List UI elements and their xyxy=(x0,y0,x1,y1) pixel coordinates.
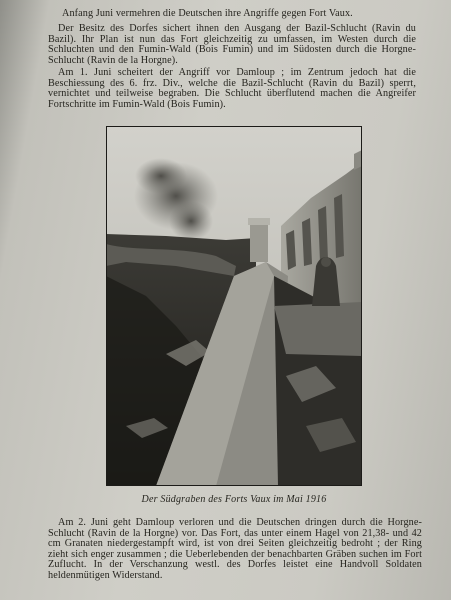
fort-vaux-photograph xyxy=(106,126,362,486)
paragraph-june-2: Am 2. Juni geht Damloup verloren und die Deutschen dringen durch die Horgne-Schlucht (Ravin de la Horgne) vor. Das Fort, das unter einem Hagel von 21,38- und 42 cm Granaten niedergestampft wird, ist von drei Seiten gleichzeitig bedroht ; der Ring zieht sich enger zusammen ; die Ueberlebenden der benachbarten Gräben suchen im Fort Zuflucht. In der Verschanzung westl. des Dorfes leistet eine Handvoll Soldaten heldenmütigen Widerstand. xyxy=(48,517,422,581)
paragraph-intro: Anfang Juni vermehren die Deutschen ihre Angriffe gegen Fort Vaux. xyxy=(62,8,353,19)
photo-caption: Der Südgraben des Forts Vaux im Mai 1916 xyxy=(141,494,327,505)
paragraph-june-1: Am 1. Juni scheitert der Angriff vor Damloup ; im Zentrum jedoch hat die Beschiessung des 6. frz. Div., welche die Bazil-Schlucht (Ravin du Bazil) sperrt, vernichtet und teilweise begraben. Die Schlucht überflutend machen die Angreifer Fortschritte im Fumin-Wald (Bois Fumin). xyxy=(48,67,416,110)
paragraph-bazil-plan: Der Besitz des Dorfes sichert ihnen den Ausgang der Bazil-Schlucht (Ravin du Bazil). Ihr Plan ist nun das Fort gleichzeitig zu umfassen, im Westen durch die Schluchten und den Fumin-Wald (Bois Fumin) und im Südosten durch die Horgne-Schlucht (Ravin de la Horgne). xyxy=(48,23,416,66)
